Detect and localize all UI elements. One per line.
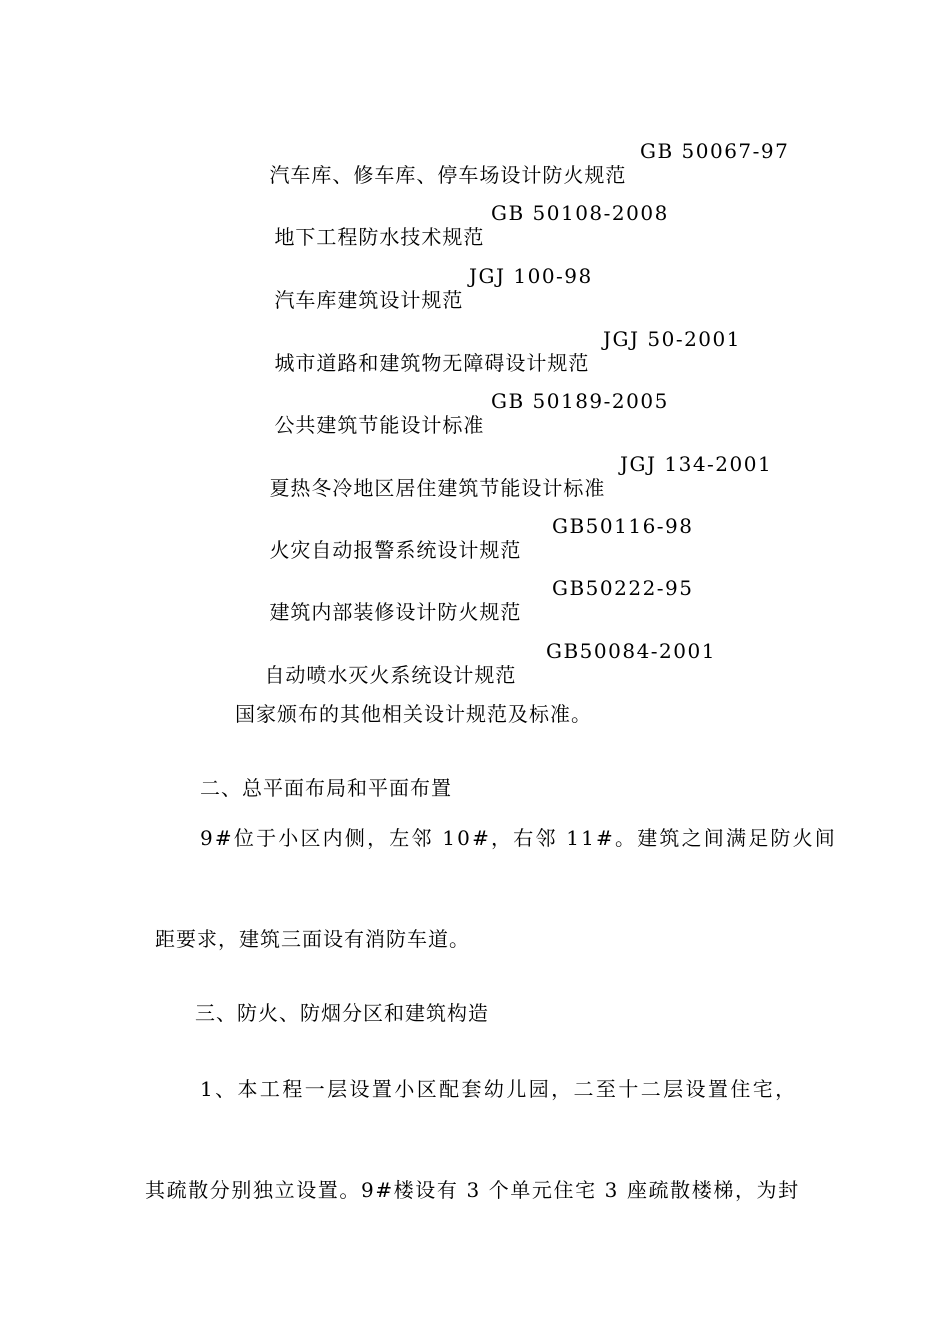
standard-code: JGJ 50-2001 [603, 327, 741, 351]
standard-name: 公共建筑节能设计标准 [274, 413, 485, 437]
standard-item [240, 576, 694, 648]
section-3-heading: 三、防火、防烟分区和建筑构造 [195, 1001, 489, 1025]
standard-name: 汽车库、修车库、停车场设计防火规范 [269, 163, 627, 187]
standard-code: GB50084-2001 [546, 639, 716, 663]
standard-name: 夏热冬冷地区居住建筑节能设计标准 [269, 476, 606, 500]
standard-item [245, 389, 669, 461]
standard-item [245, 264, 593, 336]
section-2-paragraph-line-1: 9#位于小区内侧，左邻 10#，右邻 11#。建筑之间满足防火间 [200, 826, 838, 850]
other-standards-note: 国家颁布的其他相关设计规范及标准。 [235, 702, 592, 726]
standard-code: GB 50108-2008 [491, 201, 669, 225]
standard-name: 火灾自动报警系统设计规范 [269, 538, 522, 562]
standard-name: 地下工程防水技术规范 [274, 225, 485, 249]
standard-item [245, 201, 669, 273]
standard-code: GB50116-98 [552, 514, 694, 538]
section-2-paragraph-line-2: 距要求，建筑三面设有消防车道。 [155, 927, 470, 951]
standard-code: JGJ 100-98 [469, 264, 593, 288]
standard-item [235, 639, 716, 711]
section-2-heading: 二、总平面布局和平面布置 [200, 776, 452, 800]
standard-code: GB 50189-2005 [491, 389, 669, 413]
standard-code: GB50222-95 [552, 576, 694, 600]
standard-name: 汽车库建筑设计规范 [274, 288, 464, 312]
section-3-paragraph-line-2: 其疏散分别独立设置。9#楼设有 3 个单元住宅 3 座疏散楼梯，为封 [145, 1178, 800, 1202]
standard-name: 城市道路和建筑物无障碍设计规范 [274, 351, 590, 375]
standard-name: 建筑内部装修设计防火规范 [269, 600, 522, 624]
standard-code: JGJ 134-2001 [620, 452, 773, 476]
standard-code: GB 50067-97 [640, 139, 790, 163]
standard-name: 自动喷水灭火系统设计规范 [264, 663, 517, 687]
section-3-paragraph-line-1: 1、本工程一层设置小区配套幼儿园，二至十二层设置住宅， [200, 1077, 798, 1101]
